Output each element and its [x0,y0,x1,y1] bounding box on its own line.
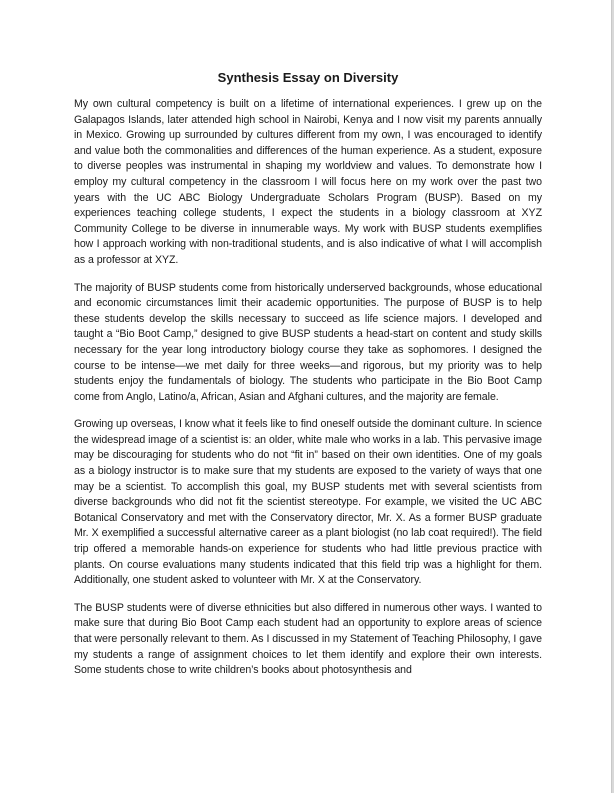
page-content [74,70,542,691]
essay-title: Synthesis Essay on Diversity [217,70,399,85]
paragraph-4: The BUSP students were of diverse ethnicities but also differed in numerous other ways. I wanted to make sure that during Bio Boot Camp each student had an opportunity to explore areas of science that were personally relevant to them. As I discussed in my Statement of Teaching Philosophy, I gave my students a range of assignment choices to let them identify and explore their own interests. Some students chose to write children’s books about photosynthesis and [74,601,542,677]
paragraph-3: Growing up overseas, I know what it feels like to find oneself outside the dominant culture. In science the widespread image of a scientist is: an older, white male who works in a lab. This pervasive image may be discouraging for students who do not “fit in” based on their own identities. One of my goals as a biology instructor is to make sure that my students are exposed to the variety of ways that one may be a scientist. To accomplish this goal, my BUSP students met with several scientists from diverse backgrounds who did not fit the scientist stereotype. For example, we visited the UC ABC Botanical Conservatory and met with the Conservatory director, Mr. X. As a former BUSP graduate Mr. X exemplified a successful alternative career as a plant biologist (no lab coat required!). The field trip offered a memorable hands-on experience for students who had little previous practice with plants. On course evaluations many students indicated that this field trip was a highlight for them. Additionally, one student asked to volunteer with Mr. X at the Conservatory. [74,418,542,587]
paragraph-1: My own cultural competency is built on a lifetime of international experiences. I grew up on the Galapagos Islands, later attended high school in Nairobi, Kenya and I now visit my parents annually in Mexico. Growing up surrounded by cultures different from my own, I was encouraged to identify and value both the commonalities and differences of the human experience. As a student, exposure to diverse peoples was instrumental in shaping my worldview and values. To demonstrate how I employ my cultural competency in the classroom I will focus here on my work over the past two years with the UC ABC Biology Undergraduate Scholars Program (BUSP). Based on my experiences teaching college students, I expect the students in a biology classroom at XYZ Community College to be diverse in innumerable ways. My work with BUSP students exemplifies how I approach working with non-traditional students, and is also indicative of what I will accomplish as a professor at XYZ. [74,98,542,266]
paragraph-2: The majority of BUSP students come from historically underserved backgrounds, whose educational and economic circumstances limit their academic opportunities. The purpose of BUSP is to help these students develop the skills necessary to succeed as life science majors. I developed and taught a “Bio Boot Camp,” designed to give BUSP students a head-start on content and study skills necessary for the year long introductory biology course they take as sophomores. I designed the course to be intense—we met daily for three weeks—and rigorous, but my priority was to help students enjoy the fundamentals of biology. The students who participate in the Bio Boot Camp come from Anglo, Latino/a, African, Asian and Afghani cultures, and the majority are female. [74,281,542,403]
